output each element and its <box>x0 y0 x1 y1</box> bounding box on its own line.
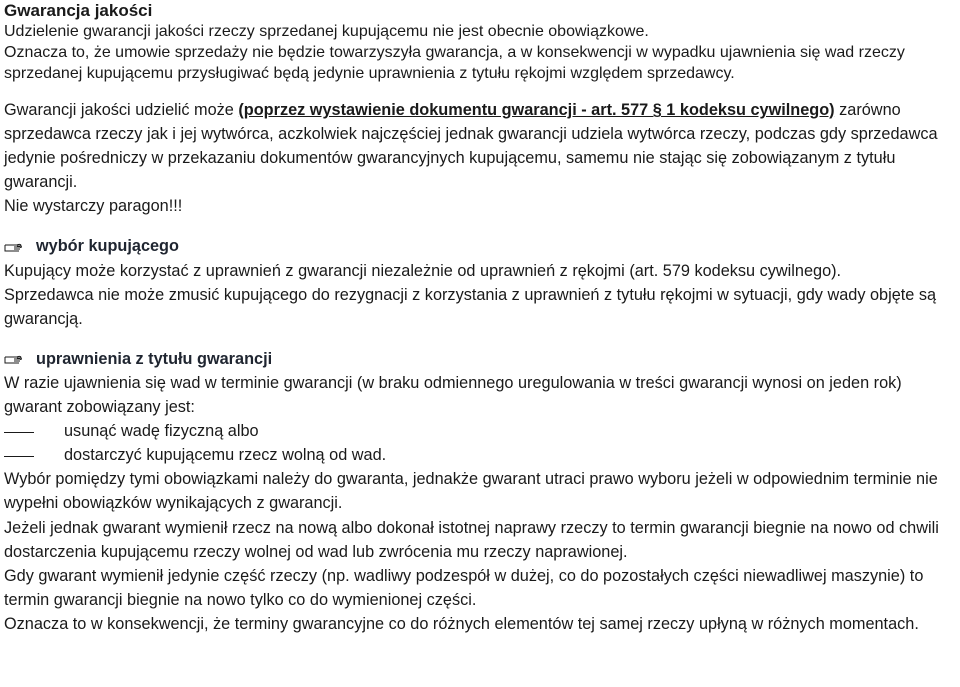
section-intro <box>4 0 956 84</box>
heading-warranty-rights <box>4 347 956 371</box>
warranty-rights-intro: W razie ujawnienia się wad w terminie gwarancji (w braku odmiennego uregulowania w treści gwarancji wynosi on jeden rok) gwarant zobowiązany jest: <box>4 373 902 417</box>
dash-bullet <box>4 456 34 457</box>
warranty-paragraph <box>4 98 956 194</box>
list-item <box>4 419 956 443</box>
document-title: Gwarancja jakości <box>4 1 153 20</box>
list-item <box>4 443 956 467</box>
heading-warranty-rights-text: uprawnienia z tytułu gwarancji <box>36 349 273 368</box>
civil-code-reference: (poprzez wystawienie dokumentu gwarancji - art. 577 § 1 kodeksu cywilnego) <box>238 101 835 119</box>
list-item-text: usunąć wadę fizyczną albo <box>64 422 259 441</box>
buyer-choice-paragraph-1: Kupujący może korzystać z uprawnień z gwarancji niezależnie od uprawnień z rękojmi (art. 579 kodeksu cywilnego). <box>4 261 842 280</box>
warranty-paragraph-start: Gwarancji jakości udzielić może <box>4 101 239 119</box>
warranty-paragraph-end: zarówno sprzedawca rzeczy jak i jej wytwórca, aczkolwiek najczęściej jednak gwarancji udziela wytwórca rzeczy, podczas gdy sprzedawca jedynie pośredniczy w przekazaniu dokumentów gwarancyjnych kupującemu, samemu nie stając się zobowiązanym z tytułu gwarancji. <box>4 101 938 192</box>
receipt-note: Nie wystarczy paragon!!! <box>4 197 183 216</box>
section-body <box>4 98 956 636</box>
heading-buyer-choice-text: wybór kupującego <box>36 237 179 256</box>
warranty-rights-paragraph-3: Gdy gwarant wymienił jedynie część rzeczy (np. wadliwy podzespół w dużej, co do pozostałych części niewadliwej maszynie) to termin gwarancji biegnie na nowo tylko co do wymienionej części. <box>4 566 924 609</box>
warranty-rights-paragraph-2: Jeżeli jednak gwarant wymienił rzecz na nową albo dokonał istotnej naprawy rzeczy to termin gwarancji biegnie na nowo od chwili dostarczenia kupującemu rzeczy wolnej od wad lub zwrócenia mu rzeczy naprawionej. <box>4 518 939 561</box>
buyer-choice-paragraph-2: Sprzedawca nie może zmusić kupującego do rezygnacji z korzystania z uprawnień z tytułu rękojmi w sytuacji, gdy wady objęte są gwarancją. <box>4 285 937 328</box>
dash-bullet <box>4 432 34 433</box>
intro-line: Udzielenie gwarancji jakości rzeczy sprzedanej kupującemu nie jest obecnie obowiązkowe. <box>4 23 649 40</box>
warranty-rights-paragraph-4: Oznacza to w konsekwencji, że terminy gwarancyjne co do różnych elementów tej samej rzeczy upłyną w różnych momentach. <box>4 614 919 633</box>
warranty-rights-paragraph-1: Wybór pomiędzy tymi obowiązkami należy do gwaranta, jednakże gwarant utraci prawo wyboru jeżeli w odpowiednim terminie nie wypełni obowiązków wynikających z gwarancji. <box>4 470 938 513</box>
heading-buyer-choice <box>4 234 956 258</box>
pointing-hand-icon <box>4 353 26 365</box>
pointing-hand-icon <box>4 241 26 253</box>
list-item-text: dostarczyć kupującemu rzecz wolną od wad. <box>64 446 387 465</box>
intro-paragraph: Oznacza to, że umowie sprzedaży nie będzie towarzyszyła gwarancja, a w konsekwencji w wypadku ujawnienia się wad rzeczy sprzedanej kupującemu przysługiwać będą jedynie uprawnienia z tytułu rękojmi względem sprzedawcy. <box>4 44 905 82</box>
